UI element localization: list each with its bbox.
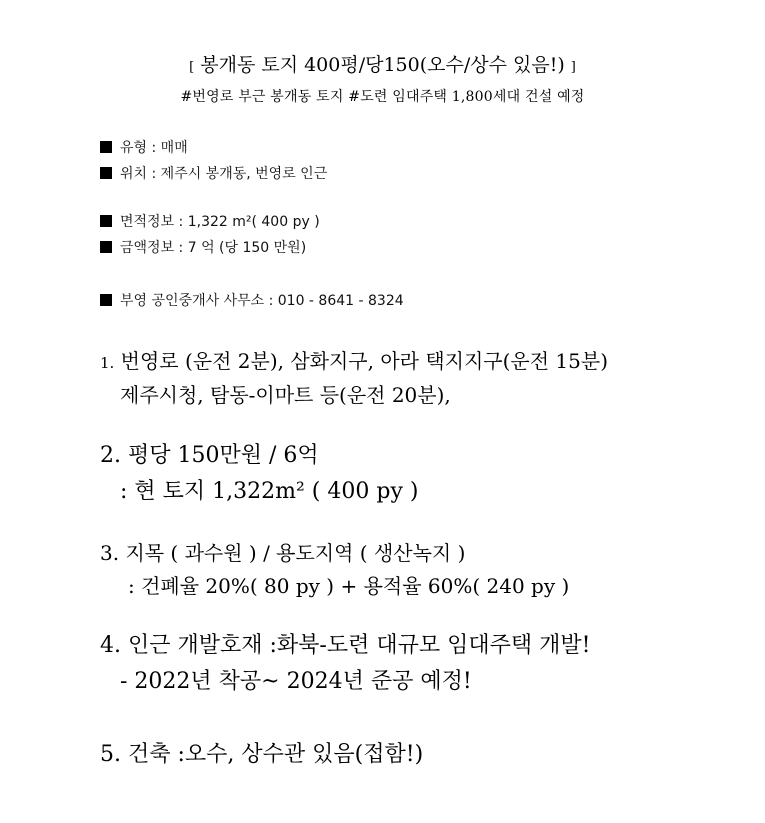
section-1-number: 1.	[100, 354, 115, 372]
title-text: 봉개동 토지 400평/당150(오수/상수 있음!)	[200, 54, 565, 76]
info-type-text: 유형 : 매매	[120, 140, 188, 156]
info-agency	[100, 290, 404, 310]
info-type	[100, 137, 188, 157]
section-1-line-1	[100, 345, 608, 374]
listing-subtitle: #번영로 부근 봉개동 토지 #도련 임대주택 1,800세대 건설 예정	[180, 89, 585, 105]
section-4-line-1: 4. 인근 개발호재 :화북-도련 대규모 임대주택 개발!	[100, 633, 591, 658]
info-location	[100, 163, 327, 183]
listing-title	[0, 50, 765, 77]
title-bracket-open: [	[189, 60, 195, 75]
section-2-number: 2.	[100, 443, 121, 468]
section-2-line-2: : 현 토지 1,322m² ( 400 py )	[120, 479, 419, 504]
section-5-line-1: 5. 건축 :오수, 상수관 있음(접함!)	[100, 742, 424, 767]
title-bracket-close: ]	[570, 60, 576, 75]
section-2-line-1	[100, 438, 319, 469]
section-1-line-2: 제주시청, 탐동-이마트 등(운전 20분),	[120, 383, 451, 407]
info-area-text: 면적정보 : 1,322 m²( 400 py )	[120, 214, 320, 230]
section-3-line-2: : 건폐율 20%( 80 py ) + 용적율 60%( 240 py )	[128, 574, 570, 598]
info-location-text: 위치 : 제주시 봉개동, 번영로 인근	[120, 166, 328, 182]
info-price	[100, 237, 306, 257]
square-bullet-icon	[100, 167, 112, 179]
section-2-text: 평당 150만원 / 6억	[128, 443, 319, 468]
section-4-line-2: - 2022년 착공~ 2024년 준공 예정!	[120, 669, 472, 694]
section-3-line-1: 3. 지목 ( 과수원 ) / 용도지역 ( 생산녹지 )	[100, 541, 466, 565]
info-price-text: 금액정보 : 7 억 (당 150 만원)	[120, 240, 307, 256]
square-bullet-icon	[100, 215, 112, 227]
info-area	[100, 211, 320, 231]
section-1-text: 번영로 (운전 2분), 삼화지구, 아라 택지지구(운전 15분)	[120, 349, 608, 373]
square-bullet-icon	[100, 241, 112, 253]
info-agency-text: 부영 공인중개사 사무소 : 010 - 8641 - 8324	[120, 293, 404, 309]
square-bullet-icon	[100, 294, 112, 306]
square-bullet-icon	[100, 141, 112, 153]
